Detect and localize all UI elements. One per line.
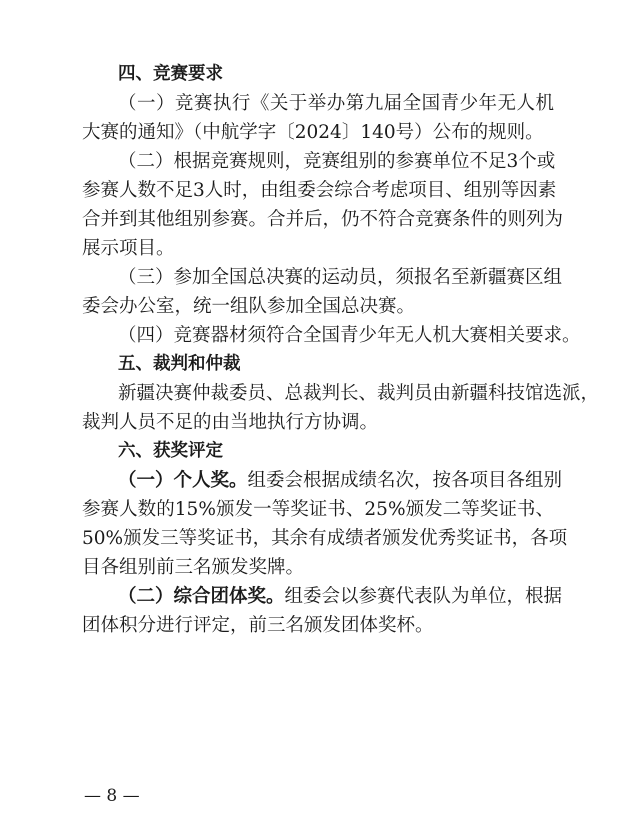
paragraph-line: 参赛人数的15%颁发一等奖证书、25%颁发二等奖证书、 bbox=[82, 499, 554, 520]
paragraph-line: （四）竞赛器材须符合全国青少年无人机大赛相关要求。 bbox=[118, 325, 581, 346]
paragraph-line: 目各组别前三名颁发奖牌。 bbox=[82, 557, 305, 578]
paragraph-line: 合并到其他组别参赛。合并后，仍不符合竞赛条件的则列为 bbox=[82, 209, 564, 230]
paragraph-line: （一）竞赛执行《关于举办第九届全国青少年无人机 bbox=[118, 93, 554, 114]
paragraph-line: 委会办公室，统一组队参加全国总决赛。 bbox=[82, 296, 416, 317]
paragraph-text: 组委会以参赛代表队为单位，根据 bbox=[284, 586, 563, 607]
paragraph-line: 大赛的通知》（中航学字〔2024〕140号）公布的规则。 bbox=[82, 122, 544, 143]
paragraph-line: 新疆决赛仲裁委员、总裁判长、裁判员由新疆科技馆选派， bbox=[118, 383, 600, 404]
section-heading-award-evaluation: 六、获奖评定 bbox=[118, 441, 223, 461]
paragraph-line: 参赛人数不足3人时，由组委会综合考虑项目、组别等因素 bbox=[82, 180, 557, 201]
document-page bbox=[82, 60, 600, 640]
paragraph-line: （二）根据竞赛规则，竞赛组别的参赛单位不足3个或 bbox=[118, 151, 556, 172]
paragraph-line: 展示项目。 bbox=[82, 238, 175, 259]
paragraph-line bbox=[82, 582, 563, 611]
paragraph-lead-team-award: （二）综合团体奖。 bbox=[118, 586, 285, 607]
paragraph-line bbox=[82, 466, 563, 495]
paragraph-line: 50%颁发三等奖证书，其余有成绩者颁发优秀奖证书，各项 bbox=[82, 528, 568, 549]
paragraph-line: 裁判人员不足的由当地执行方协调。 bbox=[82, 412, 379, 433]
paragraph-line: （三）参加全国总决赛的运动员，须报名至新疆赛区组 bbox=[118, 267, 563, 288]
section-heading-competition-requirements: 四、竞赛要求 bbox=[118, 64, 223, 84]
page-number: — 8 — bbox=[84, 786, 140, 806]
paragraph-line: 团体积分进行评定，前三名颁发团体奖杯。 bbox=[82, 615, 434, 636]
section-heading-referee-arbitration: 五、裁判和仲裁 bbox=[118, 354, 241, 374]
paragraph-text: 组委会根据成绩名次，按各项目各组别 bbox=[247, 470, 563, 491]
paragraph-lead-individual-award: （一）个人奖。 bbox=[118, 470, 248, 491]
